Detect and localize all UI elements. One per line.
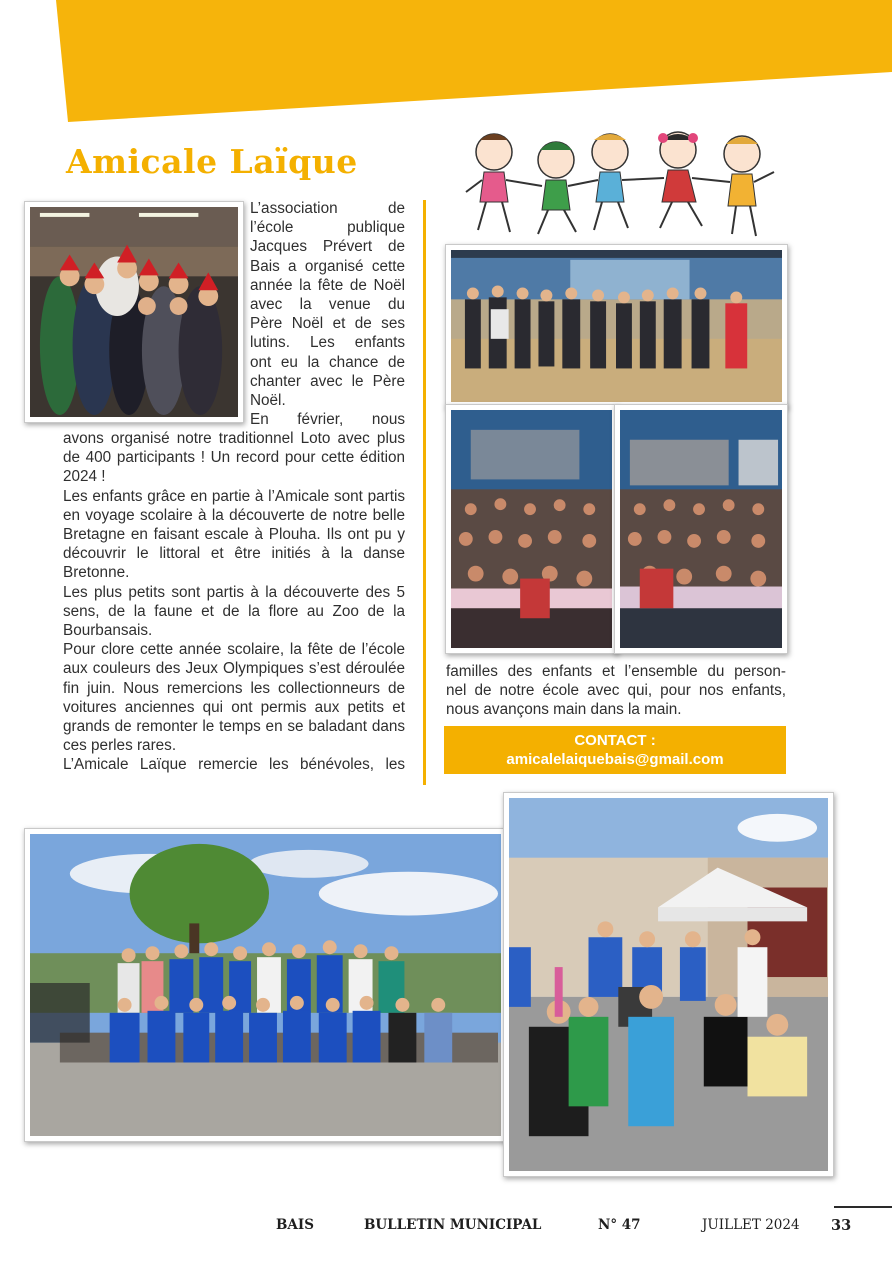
contact-email-link[interactable]: amicalelaiquebais@gmail.com bbox=[506, 751, 724, 768]
text-line: ont eu la chance de bbox=[250, 353, 405, 371]
page-title: Amicale Laïque bbox=[66, 142, 358, 181]
photo-school-fair-courtyard bbox=[503, 792, 834, 1177]
paragraph-fete: Pour clore cette année scolaire, la fête de l’école aux couleurs des Jeux Olympiques s’est déroulée fin juin. Nous remercions les collectionneurs de voitures anciennes qui ont permis aux petits et grands de remonter le temps en se baladant dans ces perles rares. bbox=[63, 641, 405, 755]
header-banner bbox=[0, 0, 892, 125]
paragraph-voyage: Les enfants grâce en partie à l’Amicale sont partis en voyage scolaire à la découverte de notre belle Bretagne en faisant escale à Plouha. Ils ont pu y découvrir le littoral et être initiés à la danse Bretonne. bbox=[63, 487, 405, 582]
text-line: chanter avec le Père bbox=[250, 372, 405, 390]
text-line: Noël. bbox=[250, 392, 286, 410]
photo-loto-right bbox=[614, 404, 788, 654]
article-intro bbox=[250, 199, 405, 429]
paragraph-loto: avons organisé notre traditionnel Loto avec plus de 400 participants ! Un record pour cette édition 2024 ! bbox=[63, 430, 405, 486]
column-divider bbox=[423, 200, 426, 785]
footer-page-number: 33 bbox=[831, 1217, 852, 1234]
text-line: avec la venue du bbox=[250, 296, 405, 314]
text-line: L’association de bbox=[250, 200, 405, 217]
photo-volunteers-hall bbox=[445, 244, 788, 408]
footer-rule bbox=[834, 1206, 892, 1208]
contact-box bbox=[444, 726, 786, 774]
paragraph-zoo: Les plus petits sont partis à la découverte des 5 sens, de la faune et de la flore au Zoo de la Bourbansais. bbox=[63, 583, 405, 640]
contact-label: CONTACT : bbox=[574, 732, 656, 749]
text-line: familles des enfants et l’ensemble du person- bbox=[446, 663, 786, 680]
photo-olympic-party-group bbox=[24, 828, 507, 1142]
dancing-kids-illustration bbox=[452, 122, 786, 244]
footer-issue: N° 47 bbox=[598, 1217, 641, 1233]
text-line: nous avançons main dans la main. bbox=[446, 701, 682, 719]
article-body bbox=[63, 429, 405, 775]
text-line: Bais a organisé cette bbox=[250, 257, 405, 275]
text-line: Père Noël et de ses bbox=[250, 315, 405, 333]
footer-town: BAIS bbox=[276, 1217, 314, 1233]
text-line: nel de notre école avec qui, pour nos enfants, bbox=[446, 682, 786, 700]
text-line: année la fête de Noël bbox=[250, 276, 405, 294]
text-line: Jacques Prévert de bbox=[250, 238, 405, 256]
paragraph-remerciements: L’Amicale Laïque remercie les bénévoles, les bbox=[63, 756, 405, 774]
text-line: lutins. Les enfants bbox=[250, 334, 405, 352]
photo-christmas-party bbox=[24, 201, 244, 423]
text-line: En février, nous bbox=[250, 411, 405, 429]
footer-date: JUILLET 2024 bbox=[702, 1217, 800, 1233]
photo-loto-left bbox=[445, 404, 618, 654]
text-line: l’école publique bbox=[250, 219, 405, 237]
footer-publication: BULLETIN MUNICIPAL bbox=[364, 1217, 542, 1233]
article-continuation bbox=[446, 662, 786, 720]
